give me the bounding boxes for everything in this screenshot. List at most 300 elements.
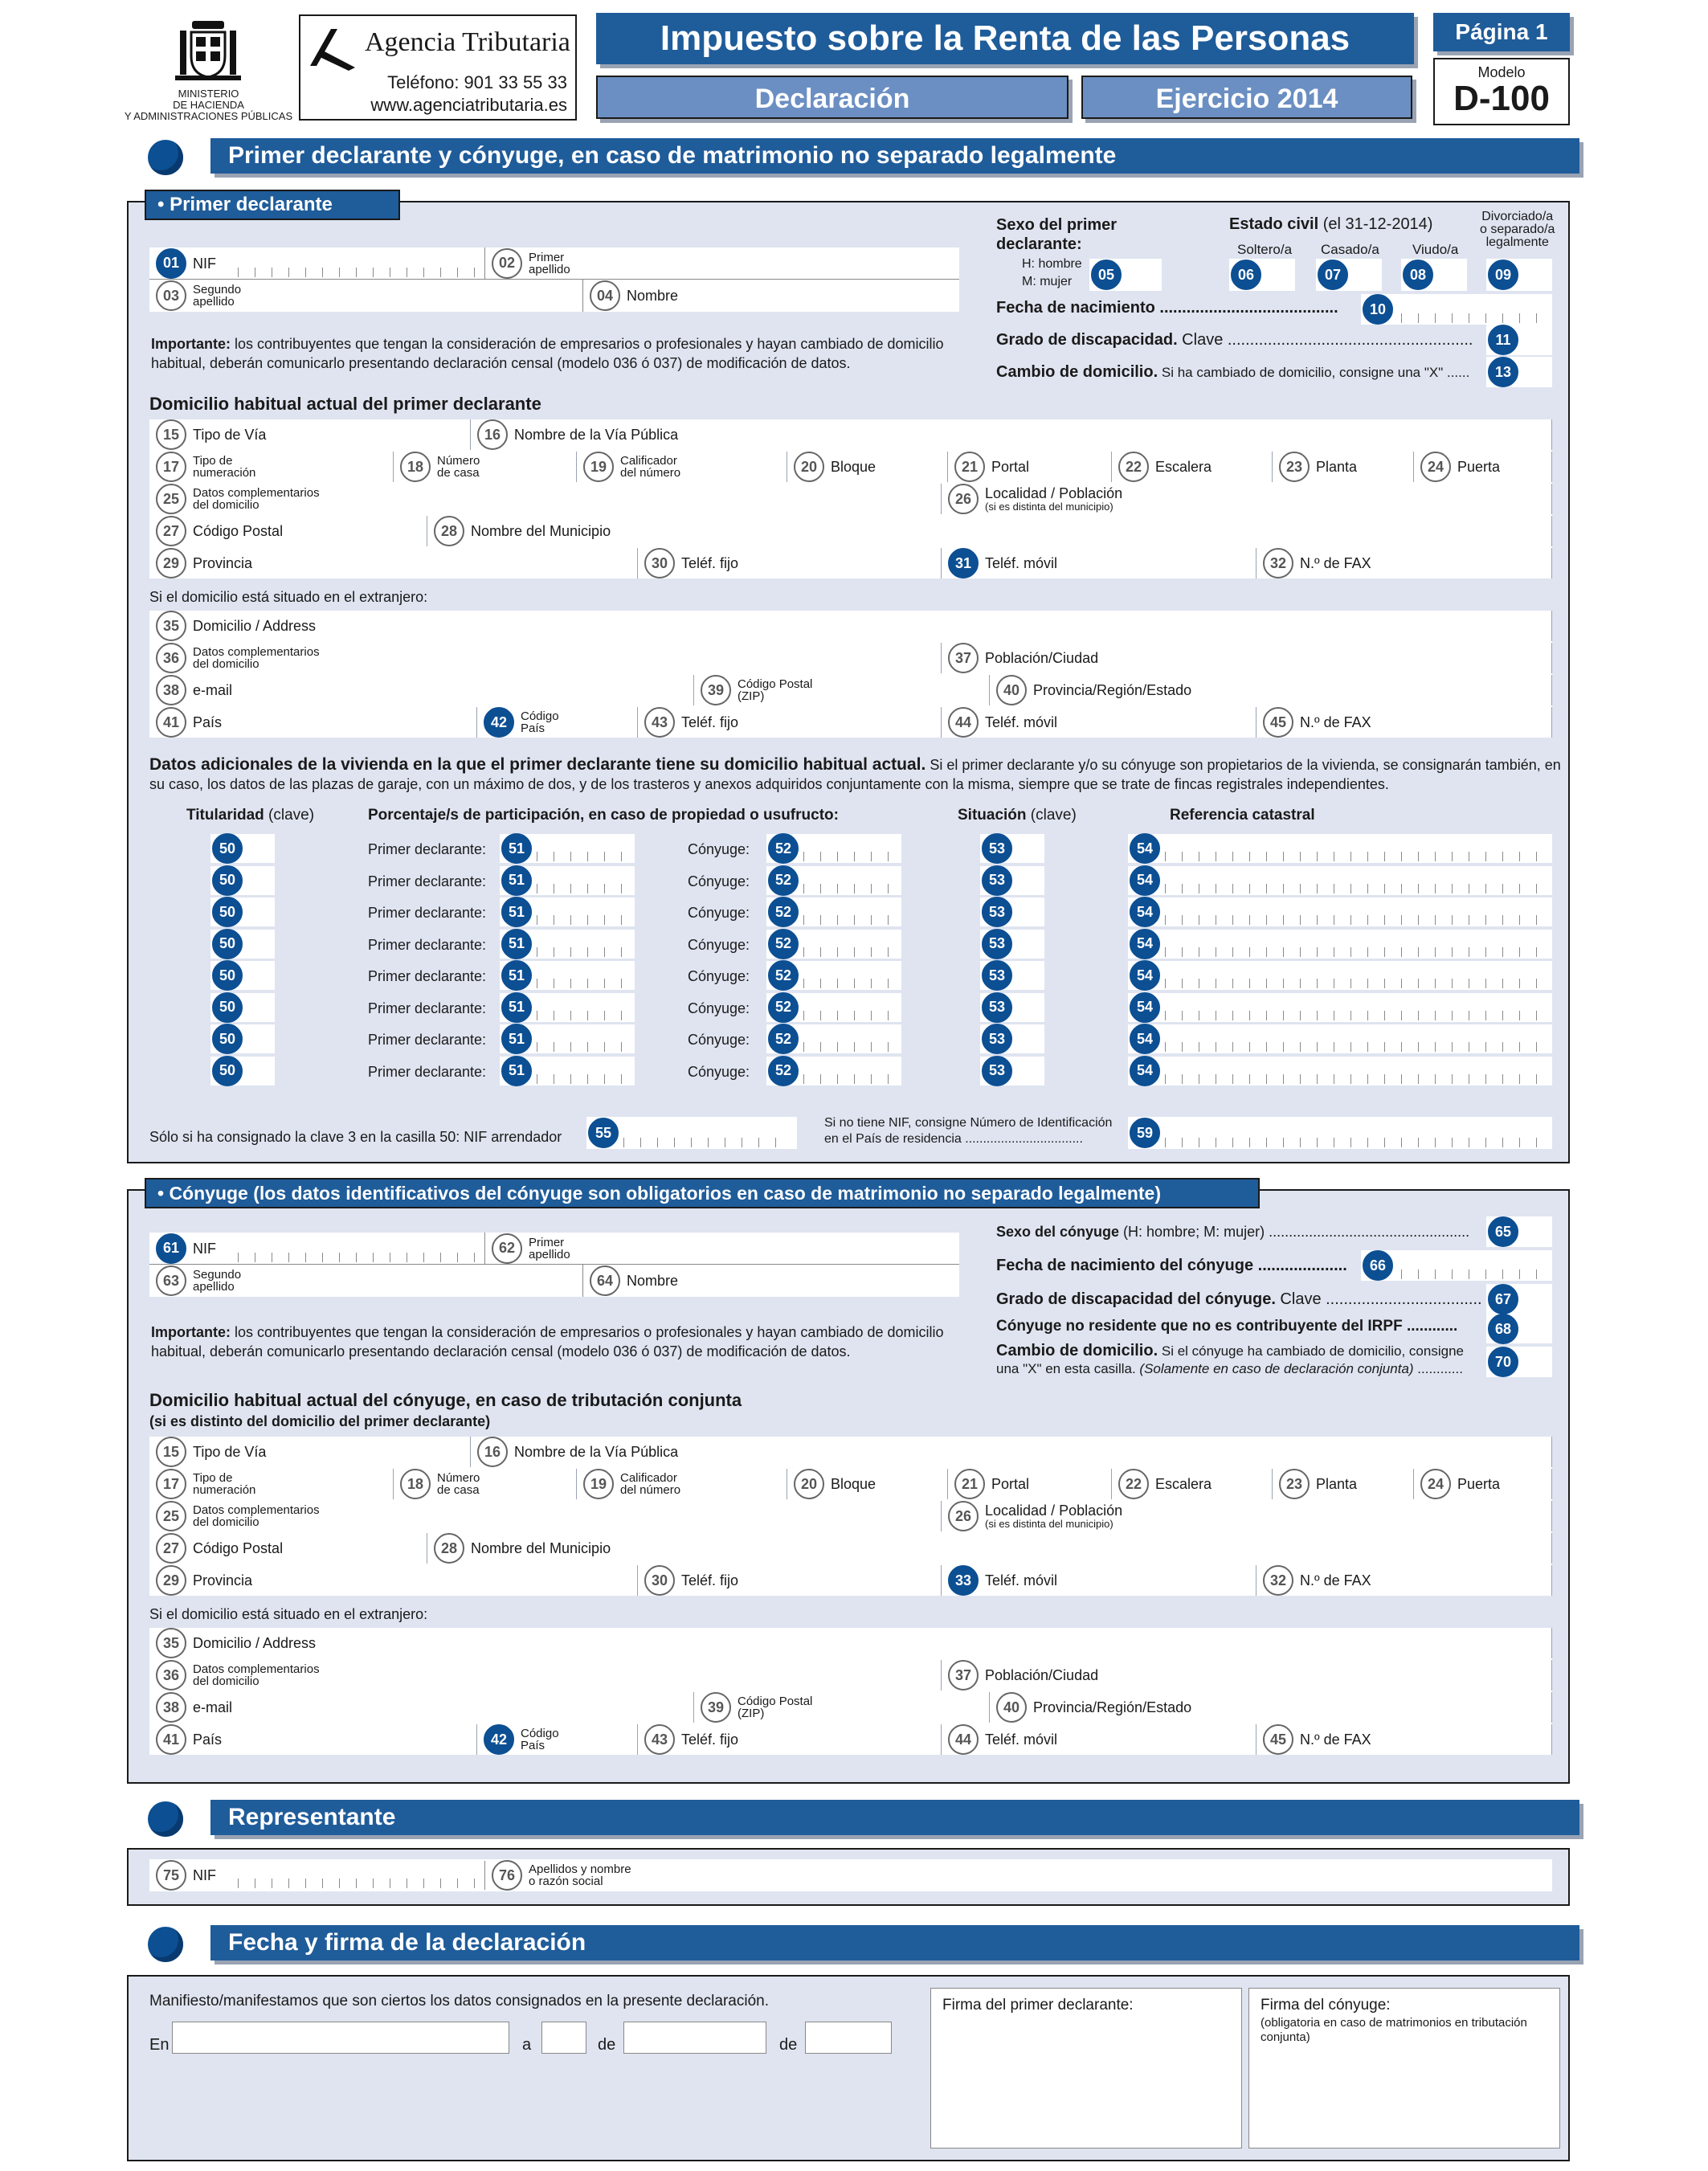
field-37[interactable] bbox=[942, 1660, 1552, 1691]
col-referencia: Referencia catastral bbox=[1170, 807, 1315, 824]
label-20: Bloque bbox=[831, 459, 876, 475]
label-32: N.º de FAX bbox=[1300, 1572, 1371, 1588]
badge-02: 02 bbox=[492, 248, 522, 279]
field-anio[interactable] bbox=[805, 2022, 892, 2054]
field-20[interactable] bbox=[787, 452, 948, 482]
badge-67: 67 bbox=[1488, 1284, 1518, 1314]
badge-52: 52 bbox=[768, 1056, 799, 1086]
label-16: Nombre de la Vía Pública bbox=[514, 427, 679, 443]
field-64-nombre[interactable] bbox=[583, 1265, 959, 1297]
label-42: Código País bbox=[521, 1727, 559, 1752]
field-36[interactable] bbox=[149, 1660, 942, 1691]
label-21: Portal bbox=[991, 459, 1030, 475]
field-dia[interactable] bbox=[541, 2022, 586, 2054]
section-primer-declarante-title: Primer declarante y cónyuge, en caso de matrimonio no separado legalmente bbox=[210, 138, 1579, 174]
label-43: Teléf. fijo bbox=[681, 714, 739, 730]
label-conyuge: Cónyuge: bbox=[688, 936, 750, 953]
field-53-row-3[interactable] bbox=[980, 897, 1044, 926]
field-32[interactable] bbox=[1256, 1565, 1552, 1596]
badge-22: 22 bbox=[1118, 1469, 1149, 1499]
domicilio-conyuge-title: Domicilio habitual actual del cónyuge, en caso de tributación conjunta bbox=[149, 1390, 742, 1410]
field-39[interactable] bbox=[694, 675, 990, 705]
badge-50: 50 bbox=[212, 960, 243, 991]
badge-54: 54 bbox=[1130, 833, 1160, 864]
label-23: Planta bbox=[1316, 459, 1358, 475]
badge-35: 35 bbox=[156, 611, 186, 641]
label-45: N.º de FAX bbox=[1300, 714, 1371, 730]
field-70-cambio-conyuge[interactable] bbox=[1486, 1347, 1552, 1377]
label-18: Número de casa bbox=[437, 454, 480, 480]
ministry-name: MINISTERIO DE HACIENDA Y ADMINISTRACIONES PÚBLICAS bbox=[124, 88, 293, 122]
label-22: Escalera bbox=[1155, 459, 1212, 475]
field-03-segundo-apellido[interactable] bbox=[149, 280, 583, 312]
field-54-row-4[interactable] bbox=[1128, 930, 1552, 959]
field-07-casado[interactable] bbox=[1316, 259, 1382, 291]
badge-51: 51 bbox=[501, 1056, 532, 1086]
field-40[interactable] bbox=[990, 675, 1552, 705]
badge-41: 41 bbox=[156, 1724, 186, 1755]
domicilio-conyuge-subtitle: (si es distinto del domicilio del primer declarante) bbox=[149, 1413, 491, 1429]
firma-conyuge-box[interactable] bbox=[1248, 1988, 1560, 2149]
badge-41: 41 bbox=[156, 707, 186, 738]
label-30: Teléf. fijo bbox=[681, 555, 739, 571]
field-50-row-4[interactable] bbox=[210, 930, 275, 959]
badge-17: 17 bbox=[156, 452, 186, 482]
badge-27: 27 bbox=[156, 1533, 186, 1564]
field-52-row-3[interactable] bbox=[766, 897, 901, 926]
badge-38: 38 bbox=[156, 675, 186, 705]
badge-38: 38 bbox=[156, 1692, 186, 1723]
field-44[interactable] bbox=[942, 707, 1256, 738]
field-17[interactable] bbox=[149, 1469, 394, 1499]
label-primer-declarante: Primer declarante: bbox=[368, 841, 487, 857]
badge-30: 30 bbox=[644, 1565, 675, 1596]
field-51-row-1[interactable] bbox=[500, 834, 635, 863]
badge-53: 53 bbox=[982, 960, 1012, 991]
field-31[interactable] bbox=[942, 548, 1256, 579]
badge-53: 53 bbox=[982, 897, 1012, 927]
firma-primer-declarante-box[interactable] bbox=[930, 1988, 1242, 2149]
col-titularidad bbox=[186, 807, 314, 824]
field-17[interactable] bbox=[149, 452, 394, 482]
badge-51: 51 bbox=[501, 833, 532, 864]
field-50-row-1[interactable] bbox=[210, 834, 275, 863]
estado-civil-title bbox=[1229, 215, 1432, 233]
importante-note bbox=[151, 334, 962, 373]
field-51-row-7[interactable] bbox=[500, 1024, 635, 1053]
badge-39: 39 bbox=[701, 675, 731, 705]
badge-51: 51 bbox=[501, 897, 532, 927]
label-36: Datos complementarios del domicilio bbox=[193, 1662, 320, 1688]
badge-42: 42 bbox=[484, 707, 514, 738]
field-54-row-3[interactable] bbox=[1128, 897, 1552, 926]
badge-39: 39 bbox=[701, 1692, 731, 1723]
field-36[interactable] bbox=[149, 643, 942, 673]
page-number: Página 1 bbox=[1433, 13, 1570, 51]
badge-05: 05 bbox=[1091, 260, 1122, 290]
field-54-row-5[interactable] bbox=[1128, 961, 1552, 990]
field-54-row-1[interactable] bbox=[1128, 834, 1552, 863]
badge-35: 35 bbox=[156, 1628, 186, 1658]
importante-text-conyuge: los contribuyentes que tengan la consideración de empresarios o profesionales y hayan cambiado de domicilio habitual, deberán comunicarlo presentando declaración censal (modelo 036 ó 037) de modificación de datos. bbox=[151, 1324, 944, 1359]
field-38[interactable] bbox=[149, 675, 694, 705]
field-52-row-6[interactable] bbox=[766, 993, 901, 1022]
field-25[interactable] bbox=[149, 1501, 942, 1531]
field-52-row-7[interactable] bbox=[766, 1024, 901, 1053]
label-conyuge: Cónyuge: bbox=[688, 968, 750, 984]
label-36: Datos complementarios del domicilio bbox=[193, 645, 320, 671]
label-29: Provincia bbox=[193, 1572, 253, 1588]
field-24[interactable] bbox=[1414, 452, 1552, 482]
label-nombre: Nombre bbox=[627, 288, 679, 304]
field-23[interactable] bbox=[1273, 1469, 1414, 1499]
label-primer-declarante: Primer declarante: bbox=[368, 905, 487, 921]
label-primer-declarante: Primer declarante: bbox=[368, 1000, 487, 1016]
datos-adicionales-text bbox=[149, 755, 1563, 794]
badge-52: 52 bbox=[768, 929, 799, 959]
field-11-grado[interactable] bbox=[1486, 325, 1552, 355]
badge-54: 54 bbox=[1130, 992, 1160, 1023]
badge-33: 33 bbox=[948, 1565, 979, 1596]
tab-primer-declarante: • Primer declarante bbox=[145, 190, 400, 220]
field-63-segundo-apellido[interactable] bbox=[149, 1265, 583, 1297]
field-32[interactable] bbox=[1256, 548, 1552, 579]
label-nif: NIF bbox=[193, 255, 216, 272]
field-51-row-2[interactable] bbox=[500, 866, 635, 895]
badge-20: 20 bbox=[794, 452, 824, 482]
badge-25: 25 bbox=[156, 484, 186, 514]
extranjero-conyuge-label: Si el domicilio está situado en el extranjero: bbox=[149, 1606, 428, 1622]
field-53-row-5[interactable] bbox=[980, 961, 1044, 990]
label-18: Número de casa bbox=[437, 1471, 480, 1497]
grado-conyuge-text: Clave ................................... bbox=[1275, 1290, 1482, 1308]
estado-civil-date: (el 31-12-2014) bbox=[1322, 215, 1433, 233]
label-22: Escalera bbox=[1155, 1476, 1212, 1492]
badge-52: 52 bbox=[768, 865, 799, 896]
field-28[interactable] bbox=[427, 1533, 1552, 1564]
section-representante-title: Representante bbox=[210, 1800, 1579, 1835]
badge-03: 03 bbox=[156, 280, 186, 311]
label-de-2: de bbox=[779, 2036, 798, 2054]
field-52-row-5[interactable] bbox=[766, 961, 901, 990]
field-68-no-residente[interactable] bbox=[1486, 1314, 1552, 1343]
sexo-title: Sexo del primer declarante: bbox=[996, 216, 1118, 253]
field-66-fecha-conyuge[interactable] bbox=[1361, 1250, 1552, 1281]
field-mes[interactable] bbox=[623, 2022, 766, 2054]
field-42[interactable] bbox=[477, 707, 638, 738]
badge-01: 01 bbox=[156, 248, 186, 279]
badge-36: 36 bbox=[156, 1660, 186, 1691]
badge-27: 27 bbox=[156, 516, 186, 546]
label-37: Población/Ciudad bbox=[985, 650, 1099, 666]
badge-59: 59 bbox=[1130, 1118, 1160, 1148]
field-06-soltero[interactable] bbox=[1229, 259, 1295, 291]
field-53-row-6[interactable] bbox=[980, 993, 1044, 1022]
label-27: Código Postal bbox=[193, 523, 284, 539]
model-code: D-100 bbox=[1453, 79, 1550, 118]
label-17: Tipo de numeración bbox=[193, 454, 256, 480]
field-15[interactable] bbox=[149, 1437, 471, 1467]
label-30: Teléf. fijo bbox=[681, 1572, 739, 1588]
field-53-row-2[interactable] bbox=[980, 866, 1044, 895]
importante-label-conyuge: Importante: bbox=[151, 1324, 231, 1340]
label-segundo-apellido-conyuge: Segundo apellido bbox=[193, 1268, 242, 1294]
cambio-conyuge-bold: Cambio de domicilio. bbox=[996, 1342, 1158, 1359]
field-50-row-3[interactable] bbox=[210, 897, 275, 926]
adicionales-text: Si el primer declarante y/o su cónyuge son propietarios de la vivienda, se consignarán también, en su caso, los datos de las plazas de garaje, con un máximo de dos, y de los trasteros y anexos adquiridos conjuntamente con la misma, siempre que se trate de fincas registrales independientes. bbox=[149, 757, 1561, 792]
badge-54: 54 bbox=[1130, 897, 1160, 927]
field-45[interactable] bbox=[1256, 1724, 1552, 1755]
badge-09: 09 bbox=[1488, 260, 1518, 290]
badge-52: 52 bbox=[768, 1024, 799, 1054]
field-51-row-3[interactable] bbox=[500, 897, 635, 926]
badge-50: 50 bbox=[212, 1056, 243, 1086]
label-conyuge: Cónyuge: bbox=[688, 1000, 750, 1016]
col-porcentaje: Porcentaje/s de participación, en caso de propiedad o usufructo: bbox=[368, 807, 839, 824]
field-50-row-8[interactable] bbox=[210, 1057, 275, 1086]
field-54-row-8[interactable] bbox=[1128, 1057, 1552, 1086]
form-title: Impuesto sobre la Renta de las Personas bbox=[596, 13, 1414, 64]
badge-45: 45 bbox=[1263, 1724, 1293, 1755]
adicionales-label: Datos adicionales de la vivienda en la que el primer declarante tiene su domicilio habitual actual. bbox=[149, 755, 926, 774]
field-54-row-6[interactable] bbox=[1128, 993, 1552, 1022]
field-67-grado-conyuge[interactable] bbox=[1486, 1284, 1552, 1314]
field-45[interactable] bbox=[1256, 707, 1552, 738]
field-54-row-7[interactable] bbox=[1128, 1024, 1552, 1053]
badge-43: 43 bbox=[644, 1724, 675, 1755]
field-52-row-1[interactable] bbox=[766, 834, 901, 863]
badge-31: 31 bbox=[948, 548, 979, 579]
field-75-nif-representante[interactable] bbox=[149, 1861, 485, 1890]
badge-36: 36 bbox=[156, 643, 186, 673]
field-53-row-1[interactable] bbox=[980, 834, 1044, 863]
sexo-conyuge-label bbox=[996, 1223, 1469, 1241]
field-51-row-8[interactable] bbox=[500, 1057, 635, 1086]
label-19: Calificador del número bbox=[620, 454, 681, 480]
field-30[interactable] bbox=[638, 548, 942, 579]
label-24: Puerta bbox=[1457, 1476, 1501, 1492]
field-13-cambio-domicilio[interactable] bbox=[1486, 357, 1552, 387]
badge-37: 37 bbox=[948, 643, 979, 673]
model-label: Modelo bbox=[1477, 64, 1526, 80]
field-19[interactable] bbox=[577, 452, 787, 482]
field-27[interactable] bbox=[149, 1533, 427, 1564]
badge-15: 15 bbox=[156, 419, 186, 450]
label-26-sub: (si es distinta del municipio) bbox=[985, 1517, 1113, 1530]
label-21: Portal bbox=[991, 1476, 1030, 1492]
field-43[interactable] bbox=[638, 707, 942, 738]
badge-51: 51 bbox=[501, 960, 532, 991]
label-conyuge: Cónyuge: bbox=[688, 1063, 750, 1080]
label-27: Código Postal bbox=[193, 1540, 284, 1556]
field-50-row-2[interactable] bbox=[210, 866, 275, 895]
ministry-logo bbox=[122, 14, 299, 127]
agency-web: www.agenciatributaria.es bbox=[370, 95, 567, 115]
field-10-fecha-nacimiento[interactable] bbox=[1361, 294, 1552, 325]
field-51-row-4[interactable] bbox=[500, 930, 635, 959]
label-39: Código Postal (ZIP) bbox=[738, 1695, 813, 1720]
field-50-row-6[interactable] bbox=[210, 993, 275, 1022]
field-62-primer-apellido[interactable] bbox=[485, 1233, 959, 1265]
field-76-nombre-representante[interactable] bbox=[485, 1861, 1551, 1890]
cambio-domicilio-label bbox=[996, 363, 1469, 382]
badge-18: 18 bbox=[400, 452, 431, 482]
label-45: N.º de FAX bbox=[1300, 1731, 1371, 1748]
field-26[interactable] bbox=[942, 484, 1552, 514]
agency-name: Agencia Tributaria bbox=[365, 27, 570, 57]
tab-conyuge: • Cónyuge (los datos identificativos del cónyuge son obligatorios en caso de matrimonio no separado legalmente) bbox=[145, 1178, 1260, 1208]
field-22[interactable] bbox=[1112, 1469, 1273, 1499]
field-24[interactable] bbox=[1414, 1469, 1552, 1499]
sin-nif-label: Si no tiene NIF, consigne Número de Identificación en el País de residencia ................................. bbox=[824, 1116, 1113, 1146]
badge-29: 29 bbox=[156, 1565, 186, 1596]
field-55-nif-arrendador[interactable] bbox=[586, 1117, 797, 1149]
label-nif-representante: NIF bbox=[193, 1867, 216, 1883]
grado-label-bold: Grado de discapacidad. bbox=[996, 331, 1178, 349]
field-44[interactable] bbox=[942, 1724, 1256, 1755]
badge-26: 26 bbox=[948, 484, 979, 514]
field-27[interactable] bbox=[149, 516, 427, 546]
badge-22: 22 bbox=[1118, 452, 1149, 482]
field-53-row-8[interactable] bbox=[980, 1057, 1044, 1086]
field-61-nif[interactable] bbox=[149, 1233, 485, 1265]
field-51-row-6[interactable] bbox=[500, 993, 635, 1022]
field-19[interactable] bbox=[577, 1469, 787, 1499]
badge-66: 66 bbox=[1363, 1250, 1393, 1281]
label-28: Nombre del Municipio bbox=[471, 523, 611, 539]
field-04-nombre[interactable] bbox=[583, 280, 959, 312]
badge-55: 55 bbox=[588, 1118, 619, 1148]
section-bullet-icon bbox=[148, 140, 183, 175]
field-26[interactable] bbox=[942, 1501, 1552, 1531]
field-08-viudo[interactable] bbox=[1401, 259, 1467, 291]
badge-65: 65 bbox=[1488, 1216, 1518, 1247]
label-primer-declarante: Primer declarante: bbox=[368, 936, 487, 953]
field-18[interactable] bbox=[394, 1469, 577, 1499]
field-29[interactable] bbox=[149, 548, 638, 579]
field-16[interactable] bbox=[471, 1437, 1552, 1467]
field-50-row-7[interactable] bbox=[210, 1024, 275, 1053]
importante-label: Importante: bbox=[151, 336, 231, 352]
label-25: Datos complementarios del domicilio bbox=[193, 486, 320, 512]
label-24: Puerta bbox=[1457, 459, 1501, 475]
label-a: a bbox=[522, 2036, 532, 2054]
field-38[interactable] bbox=[149, 1692, 694, 1723]
field-65-sexo-conyuge[interactable] bbox=[1486, 1216, 1552, 1247]
field-35[interactable] bbox=[149, 1628, 1552, 1658]
badge-53: 53 bbox=[982, 833, 1012, 864]
field-42[interactable] bbox=[477, 1724, 638, 1755]
field-53-row-4[interactable] bbox=[980, 930, 1044, 959]
label-16: Nombre de la Vía Pública bbox=[514, 1444, 679, 1460]
badge-51: 51 bbox=[501, 929, 532, 959]
field-33[interactable] bbox=[942, 1565, 1256, 1596]
field-23[interactable] bbox=[1273, 452, 1414, 482]
field-29[interactable] bbox=[149, 1565, 638, 1596]
field-59-nif-extranjero[interactable] bbox=[1128, 1117, 1552, 1149]
field-05-sexo[interactable] bbox=[1089, 259, 1162, 291]
label-40: Provincia/Región/Estado bbox=[1033, 682, 1192, 698]
badge-21: 21 bbox=[954, 452, 985, 482]
col-situacion bbox=[958, 807, 1077, 824]
field-37[interactable] bbox=[942, 643, 1552, 673]
estado-civil-label: Estado civil bbox=[1229, 215, 1319, 233]
field-01-nif[interactable] bbox=[149, 247, 485, 280]
field-02-primer-apellido[interactable] bbox=[485, 247, 959, 280]
badge-13: 13 bbox=[1488, 357, 1518, 387]
badge-52: 52 bbox=[768, 833, 799, 864]
badge-19: 19 bbox=[583, 1469, 614, 1499]
badge-54: 54 bbox=[1130, 929, 1160, 959]
firma-primer-label: Firma del primer declarante: bbox=[942, 1997, 1134, 2014]
label-15: Tipo de Vía bbox=[193, 427, 267, 443]
badge-28: 28 bbox=[434, 1533, 464, 1564]
field-52-row-4[interactable] bbox=[766, 930, 901, 959]
label-26-sub: (si es distinta del municipio) bbox=[985, 500, 1113, 513]
field-53-row-7[interactable] bbox=[980, 1024, 1044, 1053]
field-43[interactable] bbox=[638, 1724, 942, 1755]
label-primer-declarante: Primer declarante: bbox=[368, 1032, 487, 1048]
label-23: Planta bbox=[1316, 1476, 1358, 1492]
field-18[interactable] bbox=[394, 452, 577, 482]
badge-23: 23 bbox=[1279, 452, 1310, 482]
badge-62: 62 bbox=[492, 1233, 522, 1264]
field-54-row-2[interactable] bbox=[1128, 866, 1552, 895]
badge-17: 17 bbox=[156, 1469, 186, 1499]
label-38: e-mail bbox=[193, 682, 233, 698]
field-50-row-5[interactable] bbox=[210, 961, 275, 990]
section-bullet-icon bbox=[148, 1927, 183, 1962]
field-09-divorciado[interactable] bbox=[1486, 259, 1552, 291]
field-40[interactable] bbox=[990, 1692, 1552, 1723]
badge-44: 44 bbox=[948, 707, 979, 738]
importante-note-conyuge bbox=[151, 1323, 962, 1361]
badge-50: 50 bbox=[212, 992, 243, 1023]
label-44: Teléf. móvil bbox=[985, 1731, 1058, 1748]
sexo-options: H: hombre M: mujer bbox=[1022, 257, 1082, 288]
field-35[interactable] bbox=[149, 611, 1552, 641]
field-41[interactable] bbox=[149, 707, 477, 738]
field-20[interactable] bbox=[787, 1469, 948, 1499]
badge-51: 51 bbox=[501, 992, 532, 1023]
agency-logo-icon bbox=[307, 26, 358, 72]
field-41[interactable] bbox=[149, 1724, 477, 1755]
badge-52: 52 bbox=[768, 897, 799, 927]
label-43: Teléf. fijo bbox=[681, 1731, 739, 1748]
form-subtitle: Declaración bbox=[596, 76, 1069, 119]
badge-45: 45 bbox=[1263, 707, 1293, 738]
field-16[interactable] bbox=[471, 419, 1552, 450]
field-15[interactable] bbox=[149, 419, 471, 450]
field-30[interactable] bbox=[638, 1565, 942, 1596]
field-39[interactable] bbox=[694, 1692, 990, 1723]
label-conyuge: Cónyuge: bbox=[688, 841, 750, 857]
field-22[interactable] bbox=[1112, 452, 1273, 482]
field-25[interactable] bbox=[149, 484, 942, 514]
field-51-row-5[interactable] bbox=[500, 961, 635, 990]
field-21[interactable] bbox=[948, 452, 1112, 482]
label-26: Localidad / Población bbox=[985, 1502, 1123, 1519]
field-21[interactable] bbox=[948, 1469, 1112, 1499]
label-40: Provincia/Región/Estado bbox=[1033, 1699, 1192, 1715]
field-28[interactable] bbox=[427, 516, 1552, 546]
grado-conyuge-bold: Grado de discapacidad del cónyuge. bbox=[996, 1290, 1276, 1308]
badge-42: 42 bbox=[484, 1724, 514, 1755]
label-segundo-apellido: Segundo apellido bbox=[193, 283, 242, 309]
field-52-row-8[interactable] bbox=[766, 1057, 901, 1086]
field-52-row-2[interactable] bbox=[766, 866, 901, 895]
field-lugar[interactable] bbox=[172, 2022, 509, 2054]
